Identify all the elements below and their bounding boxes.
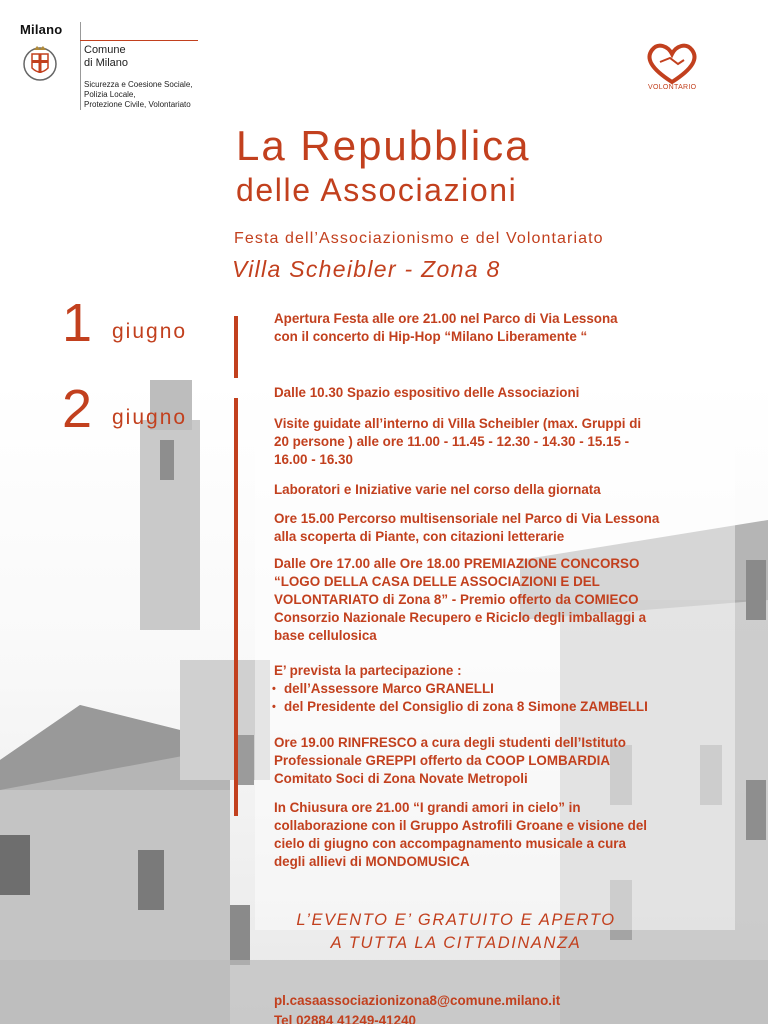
- day1-month: giugno: [112, 320, 188, 343]
- volontario-logo: [640, 40, 704, 100]
- day1-description: Apertura Festa alle ore 21.00 nel Parco di Via Lessona con il concerto di Hip-Hop “Milano Liberamente “: [274, 311, 618, 344]
- logo-red-rule: [80, 40, 198, 41]
- comune-name: Comune di Milano: [84, 44, 129, 69]
- contact-email[interactable]: pl.casaassociazionizona8@comune.milano.it: [274, 993, 561, 1008]
- heart-handshake-icon: [640, 40, 704, 86]
- program-item: Ore 15.00 Percorso multisensoriale nel Parco di Via Lessona alla scoperta di Piante, con citazioni letterarie: [274, 511, 660, 544]
- comune-milano-logo: [18, 22, 218, 112]
- event-title-line1: La Repubblica: [236, 122, 531, 169]
- program-item: Visite guidate all’interno di Villa Scheibler (max. Gruppi di 20 persone ) alle ore 11.00 - 11.45 - 12.30 - 14.30 - 15.15 - 16.00 - 16.30: [274, 416, 642, 467]
- list-item: • del Presidente del Consiglio di zona 8 Simone ZAMBELLI: [274, 698, 734, 716]
- milano-coat-of-arms-icon: [22, 42, 58, 86]
- logo-divider: [80, 22, 81, 110]
- participants-list: [274, 680, 734, 716]
- program-item: Ore 19.00 RINFRESCO a cura degli studenti dell’Istituto Professionale GREPPI offerto da COOP LOMBARDIA Comitato Soci di Zona Novate Metropoli: [274, 735, 626, 786]
- milano-wordmark: Milano: [20, 22, 63, 37]
- program-item: Laboratori e Iniziative varie nel corso della giornata: [274, 482, 601, 497]
- department-name: Sicurezza e Coesione Sociale, Polizia Locale, Protezione Civile, Volontariato: [84, 80, 193, 109]
- event-title-line2: delle Associazioni: [236, 172, 518, 208]
- day2-month: giugno: [112, 406, 188, 429]
- free-entry-notice: L’EVENTO E’ GRATUITO E APERTO A TUTTA LA CITTADINANZA: [296, 911, 616, 952]
- program-item: E’ prevista la partecipazione :: [274, 663, 462, 678]
- volontario-label: VOLONTARIO: [648, 84, 697, 91]
- event-venue: Villa Scheibler - Zona 8: [232, 256, 501, 282]
- program-item: Dalle 10.30 Spazio espositivo delle Associazioni: [274, 385, 580, 400]
- day2-number: 2: [62, 379, 93, 439]
- day2-divider-bar: [234, 398, 238, 816]
- program-item: Dalle Ore 17.00 alle Ore 18.00 PREMIAZIONE CONCORSO “LOGO DELLA CASA DELLE ASSOCIAZIONI E DEL VOLONTARIATO di Zona 8” - Premio offerto da COMIECO Consorzio Nazionale Recupero e Riciclo degli imballaggi a base cellulosica: [274, 556, 647, 643]
- event-subtitle: Festa dell’Associazionismo e del Volontariato: [234, 230, 604, 247]
- contact-phone: Tel 02884 41249-41240: [274, 1013, 416, 1024]
- day1-number: 1: [62, 293, 93, 353]
- day1-divider-bar: [234, 316, 238, 378]
- program-item: In Chiusura ore 21.00 “I grandi amori in cielo” in collaborazione con il Gruppo Astrofili Groane e visione del cielo di giugno con accompagnamento musicale a cura degli allievi di MONDOMUSICA: [274, 800, 648, 869]
- list-item: • dell’Assessore Marco GRANELLI: [274, 680, 734, 698]
